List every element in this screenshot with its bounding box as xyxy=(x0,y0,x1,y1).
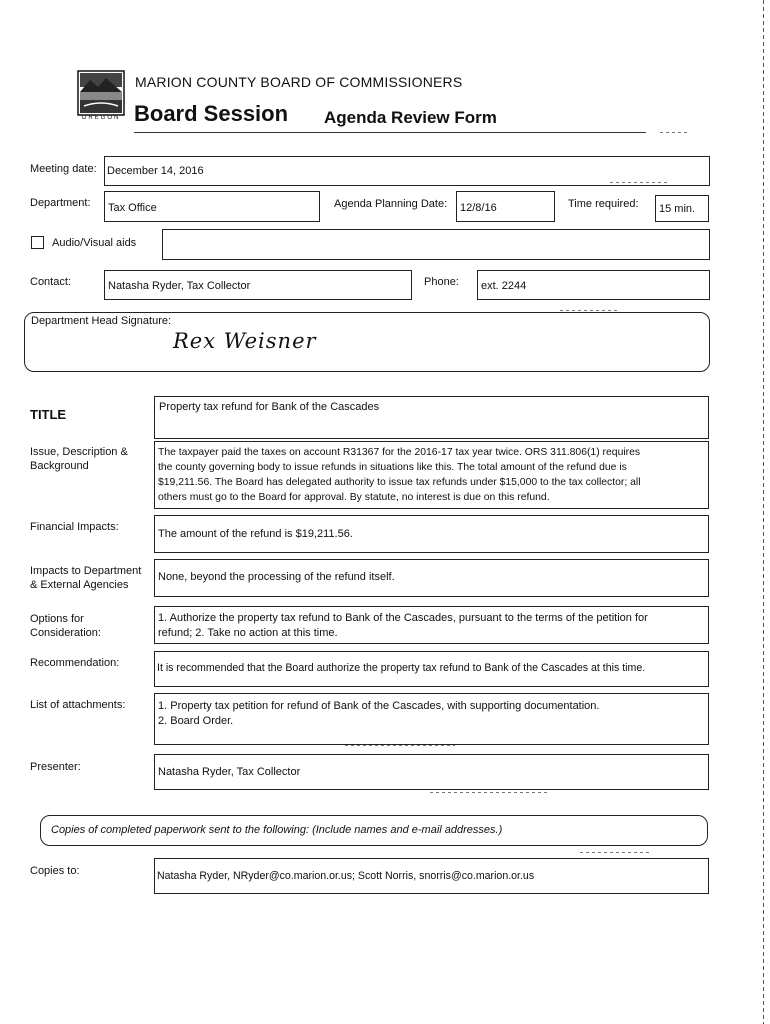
issue-line-4: others must go to the Board for approval. By statute, no interest is due on this refund. xyxy=(158,492,550,503)
form-title-rest: Agenda Review Form xyxy=(324,108,497,127)
recommendation-label: Recommendation: xyxy=(30,657,120,669)
header-rule xyxy=(134,132,646,133)
av-label: Audio/Visual aids xyxy=(52,237,137,249)
issue-label-line-1: Issue, Description & xyxy=(30,446,128,458)
impacts-field[interactable] xyxy=(154,559,709,597)
scan-edge xyxy=(763,0,764,1024)
org-name: MARION COUNTY BOARD OF COMMISSIONERS xyxy=(135,74,463,90)
attachments-line-1: 1. Property tax petition for refund of Bank of the Cascades, with supporting documentation. xyxy=(158,700,600,712)
attachments-text xyxy=(158,699,599,729)
phone-label: Phone: xyxy=(424,276,459,288)
issue-label-line-2: Background xyxy=(30,460,89,472)
presenter-label: Presenter: xyxy=(30,761,81,773)
planning-date-label: Agenda Planning Date: xyxy=(334,198,448,210)
title-field[interactable] xyxy=(154,396,709,439)
issue-line-3: $19,211.56. The Board has delegated authority to issue tax refunds under $15,000 to the tax collector; all xyxy=(158,477,641,488)
signature-box[interactable] xyxy=(24,312,710,372)
financial-field[interactable] xyxy=(154,515,709,553)
options-line-2: refund; 2. Take no action at this time. xyxy=(158,627,338,639)
department-label: Department: xyxy=(30,197,91,209)
options-label-line-2: Consideration: xyxy=(30,627,101,639)
issue-line-2: the county governing body to issue refunds in situations like this. The total amount of the refund due is xyxy=(158,462,627,473)
av-field[interactable] xyxy=(162,229,710,260)
attachments-label: List of attachments: xyxy=(30,699,126,711)
impacts-label-line-1: Impacts to Department xyxy=(30,565,142,577)
financial-label: Financial Impacts: xyxy=(30,521,119,533)
issue-field[interactable] xyxy=(154,441,709,509)
department-value: Tax Office xyxy=(108,202,157,214)
signature-value: Rex Weisner xyxy=(173,329,317,353)
attachments-field[interactable] xyxy=(154,693,709,745)
planning-date-value: 12/8/16 xyxy=(460,202,497,214)
impacts-label-line-2: & External Agencies xyxy=(30,579,129,591)
recommendation-value: It is recommended that the Board authorize the property tax refund to Bank of the Cascades at this time. xyxy=(157,662,646,674)
time-required-field[interactable] xyxy=(655,195,709,222)
phone-value: ext. 2244 xyxy=(481,280,527,292)
time-required-label: Time required: xyxy=(568,198,639,210)
issue-line-1: The taxpayer paid the taxes on account R31367 for the 2016-17 tax year twice. ORS 311.806(1) requires xyxy=(158,447,641,458)
copies-field[interactable] xyxy=(154,858,709,894)
department-field[interactable] xyxy=(104,191,320,222)
county-logo xyxy=(76,70,126,122)
copies-note-text: Copies of completed paperwork sent to the following: (Include names and e-mail addresses.) xyxy=(51,824,503,836)
av-checkbox[interactable] xyxy=(31,236,44,249)
meeting-date-value: December 14, 2016 xyxy=(107,165,204,177)
options-label-line-1: Options for xyxy=(30,613,84,625)
copies-label: Copies to: xyxy=(30,865,80,877)
financial-value: The amount of the refund is $19,211.56. xyxy=(158,528,353,540)
options-label xyxy=(30,612,101,640)
scan-noise xyxy=(560,310,620,311)
planning-date-field[interactable] xyxy=(456,191,555,222)
presenter-field[interactable] xyxy=(154,754,709,790)
scan-noise xyxy=(610,182,670,183)
issue-label xyxy=(30,445,128,473)
impacts-value: None, beyond the processing of the refund itself. xyxy=(158,571,395,583)
meeting-date-label: Meeting date: xyxy=(30,163,97,175)
presenter-value: Natasha Ryder, Tax Collector xyxy=(158,766,301,778)
phone-field[interactable] xyxy=(477,270,710,300)
options-field[interactable] xyxy=(154,606,709,644)
scan-noise xyxy=(430,792,550,793)
impacts-label xyxy=(30,564,141,592)
options-line-1: 1. Authorize the property tax refund to Bank of the Cascades, pursuant to the terms of the petition for xyxy=(158,612,648,624)
logo-state-text: OREGON xyxy=(81,115,121,121)
form-title-bold: Board Session xyxy=(134,101,289,126)
attachments-line-2: 2. Board Order. xyxy=(158,715,234,727)
copies-note-box xyxy=(40,815,708,846)
header-rule-dash xyxy=(660,132,690,133)
contact-value: Natasha Ryder, Tax Collector xyxy=(108,280,251,292)
contact-label: Contact: xyxy=(30,276,71,288)
scan-noise xyxy=(345,745,455,746)
title-value: Property tax refund for Bank of the Cascades xyxy=(159,401,380,413)
contact-field[interactable] xyxy=(104,270,412,300)
title-label: TITLE xyxy=(30,407,67,422)
options-text xyxy=(158,611,648,641)
time-required-value: 15 min. xyxy=(659,203,696,215)
signature-label: Department Head Signature: xyxy=(31,315,172,327)
scan-noise xyxy=(580,852,650,853)
copies-value: Natasha Ryder, NRyder@co.marion.or.us; Scott Norris, snorris@co.marion.or.us xyxy=(157,870,535,882)
issue-text xyxy=(158,445,706,505)
recommendation-field[interactable] xyxy=(154,651,709,687)
